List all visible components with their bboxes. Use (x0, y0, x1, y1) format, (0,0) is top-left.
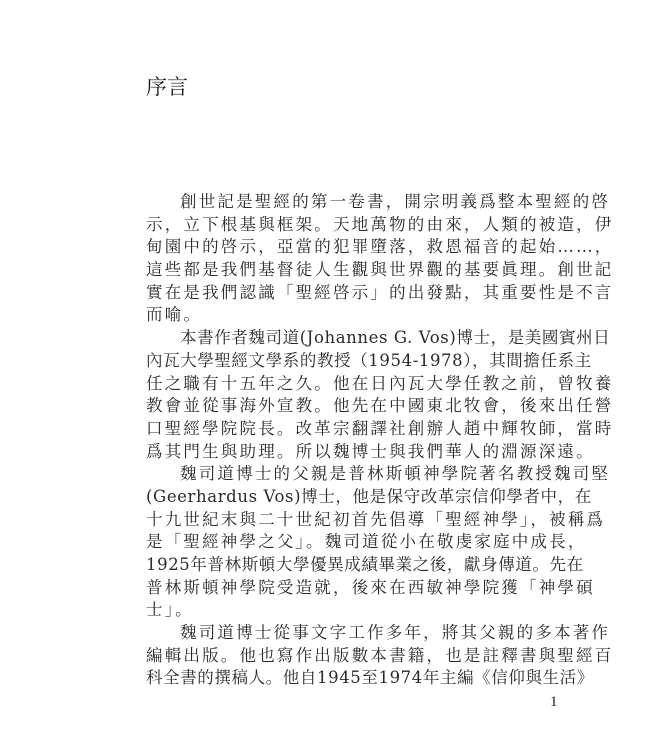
text-line: 魏司道博士從事文字工作多年，將其父親的多本著作 (180, 623, 611, 643)
text-line: 是「聖經神學之父」。魏司道從小在敬虔家庭中成長， (146, 532, 587, 552)
text-line: 1925年普林斯頓大學優異成績畢業之後，獻身傳道。先在 (146, 555, 584, 574)
text-line: 十九世紀末與二十世紀初首先倡導「聖經神學」，被稱爲 (146, 509, 606, 529)
text-line: 本書作者魏司道(Johannes G. Vos)博士，是美國賓州日 (180, 328, 611, 348)
paragraph (146, 327, 614, 463)
text-line: 內瓦大學聖經文學系的教授（1954-1978），其間擔任系主 (146, 350, 592, 370)
text-line: 而喻。 (146, 305, 203, 325)
text-line: 爲其門生與助理。所以魏博士與我們華人的淵源深遠。 (146, 441, 595, 461)
paragraph (146, 463, 611, 622)
text-line: 編輯出版。他也寫作出版數本書籍，也是註釋書與聖經百 (146, 645, 614, 665)
text-line: 示，立下根基與框架。天地萬物的由來，人類的被造，伊 (146, 214, 614, 234)
text-line: 教會並從事海外宣教。他先在中國東北牧會，後來出任營 (146, 396, 614, 416)
body-text (146, 191, 614, 690)
text-line: 創世記是聖經的第一卷書，開宗明義爲整本聖經的啓 (180, 192, 611, 211)
text-line: 士」。 (146, 600, 194, 620)
page-number: 1 (550, 694, 558, 710)
text-line: 口聖經學院院長。改革宗翻譯社創辦人趙中輝牧師，當時 (146, 418, 614, 438)
page-title: 序言 (146, 75, 188, 99)
paragraph (146, 622, 614, 690)
text-line: 這些都是我們基督徒人生觀與世界觀的基要眞理。創世記 (146, 260, 614, 280)
text-line: 甸園中的啓示，亞當的犯罪墮落，救恩福音的起始……， (146, 237, 614, 257)
text-line: (Geerhardus Vos)博士，他是保守改革宗信仰學者中，在 (146, 486, 592, 506)
text-line: 任之職有十五年之久。他在日內瓦大學任教之前，曾牧養 (146, 373, 614, 393)
paragraph (146, 191, 614, 327)
text-line: 實在是我們認識「聖經啓示」的出發點，其重要性是不言 (146, 282, 614, 302)
text-line: 普林斯頓神學院受造就，後來在西敏神學院獲「神學碩 (146, 577, 595, 597)
text-line: 魏司道博士的父親是普林斯頓神學院著名教授魏司堅 (180, 464, 611, 484)
text-line: 科全書的撰稿人。他自1945至1974年主編《信仰與生活》 (146, 668, 594, 688)
